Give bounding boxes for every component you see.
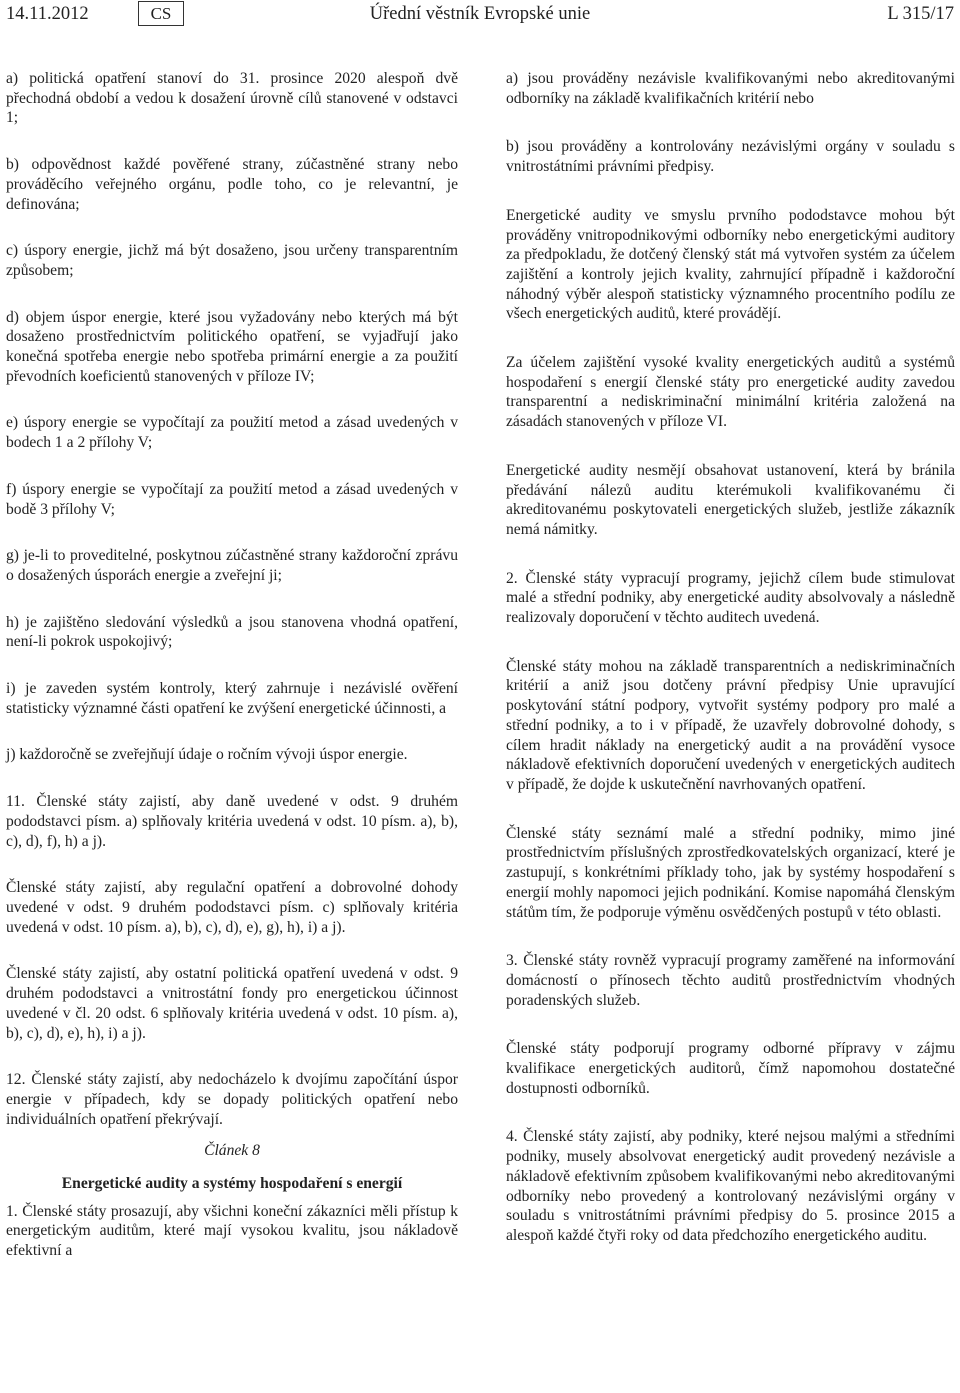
journal-title: Úřední věstník Evropské unie xyxy=(369,4,591,24)
article-number: Článek 8 xyxy=(204,1142,260,1160)
paragraph: Členské státy zajistí, aby regulační opatření a dobrovolné dohody uvedené v odst. 9 druhém pododstavci písm. c) splňovaly kritéria uvedená v odst. 10 písm. a), b), c), d), e), g), h), i) a j). xyxy=(6,879,458,936)
paragraph: a) jsou prováděny nezávisle kvalifikovanými nebo akreditovanými odborníky na základě kvalifikačních kritérií nebo xyxy=(506,70,955,107)
paragraph: i) je zaveden systém kontroly, který zahrnuje i nezávislé ověření statisticky významné části opatření ke zvýšení energetické účinnosti, a xyxy=(6,680,458,717)
paragraph: j) každoročně se zveřejňují údaje o ročním vývoji úspor energie. xyxy=(6,746,408,764)
paragraph: 2. Členské státy vypracují programy, jejichž cílem bude stimulovat malé a střední podniky, aby energetické audity absolvovaly a následně realizovaly doporučení v těchto auditech uvedená. xyxy=(506,569,955,627)
article-heading: Energetické audity a systémy hospodaření s energií xyxy=(61,1175,403,1193)
page-header xyxy=(0,0,960,34)
paragraph: Členské státy zajistí, aby ostatní politická opatření uvedená v odst. 9 druhém pododstavci a vnitrostátní fondy pro energetickou účinnost uvedené v čl. 20 odst. 6 splňovaly kritéria uvedená v odst. 10 písm. a), b), c), d), e), h), i) a j). xyxy=(6,965,458,1042)
paragraph: a) politická opatření stanoví do 31. prosince 2020 alespoň dvě přechodná období a vedou k dosažení úrovně cílů stanovené v odstavci 1; xyxy=(6,70,458,127)
paragraph: Členské státy mohou na základě transparentních a nediskriminačních kritérií a aniž jsou dotčeny právní předpisy Unie upravující poskytování státní podpory, vytvořit systémy podpory pro malé a střední podniky, a to i v případě, že uzavřely dobrovolné dohody, s cílem hradit náklady na energetický audit a na provádění vysoce nákladově efektivních doporučení uvedených v energetických auditech v případě, že dojde k uskutečnění navrhovaných opatření. xyxy=(506,657,955,793)
paragraph: 1. Členské státy prosazují, aby všichni koneční zákazníci měli přístup k energetickým auditům, které mají vysokou kvalitu, jsou nákladově efektivní a xyxy=(6,1202,458,1260)
paragraph: d) objem úspor energie, které jsou vyžadovány nebo kterých má být dosaženo prostřednictvím politického opatření, se vyjadřují jako konečná spotřeba energie nebo spotřeba primární energie a za použití převodních koeficientů stanovených v příloze IV; xyxy=(6,308,458,385)
paragraph: 3. Členské státy rovněž vypracují programy zaměřené na informování domácností o přínosech těchto auditů prostřednictvím vhodných poradenských služeb. xyxy=(506,952,955,1009)
page-number: L 315/17 xyxy=(887,4,954,24)
right-column xyxy=(506,69,955,1246)
paragraph: Členské státy podporují programy odborné přípravy v zájmu kvalifikace energetických auditorů, čímž napomohou dostatečné dostupnosti odborníků. xyxy=(506,1040,955,1097)
paragraph: g) je-li to proveditelné, poskytnou zúčastněné strany každoroční zprávu o dosažených úsporách energie a zveřejní ji; xyxy=(6,547,458,584)
paragraph: Energetické audity ve smyslu prvního pododstavce mohou být prováděny vnitropodnikovými odborníky nebo energetickými auditory za předpokladu, že dotčený členský stát má vytvořen systém za účelem zajištění a kontroly jejich kvality, zahrnující případně i každoroční náhodný výběr alespoň statisticky významného procentního podílu ze všech energetických auditů, které provádějí. xyxy=(506,206,955,323)
paragraph: f) úspory energie se vypočítají za použití metod a zásad uvedených v bodě 3 přílohy V; xyxy=(6,480,458,518)
publication-date: 14.11.2012 xyxy=(6,4,89,24)
paragraph: c) úspory energie, jichž má být dosaženo, jsou určeny transparentním způsobem; xyxy=(6,242,458,279)
paragraph: 11. Členské státy zajistí, aby daně uvedené v odst. 9 druhém pododstavci písm. a) splňovaly kritéria uvedená v odst. 10 písm. a), b), c), d), f), h) a j). xyxy=(6,793,458,850)
paragraph: h) je zajištěno sledování výsledků a jsou stanovena vhodná opatření, není-li pokrok uspokojivý; xyxy=(6,613,458,651)
paragraph: Za účelem zajištění vysoké kvality energetických auditů a systémů hospodaření s energií členské státy pro energetické audity zavedou transparentní a nediskriminační minimální kritéria založená na zásadách stanovených v příloze VI. xyxy=(506,354,955,431)
paragraph: Energetické audity nesmějí obsahovat ustanovení, která by bránila předávání nálezů auditu kterémukoli kvalifikovanému či akreditovanému poskytovateli energetických služeb, jestliže zákazník nemá námitky. xyxy=(506,461,955,538)
paragraph: 4. Členské státy zajistí, aby podniky, které nejsou malými a středními podniky, musely absolvovat energetický audit provedený nezávisle a nákladově efektivním způsobem kvalifikovanými nebo akreditovanými odborníky nebo provedený a kontrolovaný nezávislými orgány v souladu s vnitrostátními právními předpisy do 5. prosince 2015 a alespoň každé čtyři roky od data předchozího energetického auditu. xyxy=(506,1128,955,1244)
language-code-box: CS xyxy=(138,1,184,26)
paragraph: b) jsou prováděny a kontrolovány nezávislými orgány v souladu s vnitrostátními právními předpisy. xyxy=(506,138,955,176)
paragraph: 12. Členské státy zajistí, aby nedocházelo k dvojímu započítání úspor energie v případech, kdy se dopady politických opatření nebo individuálních opatření překrývají. xyxy=(6,1071,458,1128)
paragraph: e) úspory energie se vypočítají za použití metod a zásad uvedených v bodech 1 a 2 přílohy V; xyxy=(6,414,458,452)
left-column xyxy=(6,69,458,1261)
paragraph: b) odpovědnost každé pověřené strany, zúčastněné strany nebo prováděcího veřejného orgánu, podle toho, co je relevantní, je definována; xyxy=(6,156,458,213)
paragraph: Členské státy seznámí malé a střední podniky, mimo jiné prostřednictvím příslušných zprostředkovatelských organizací, které je zastupují, s konkrétními příklady toho, jak by systémy hospodaření s energií mohly napomoci jejich podnikání. Komise napomáhá členským státům tím, že podporuje výměnu osvědčených postupů v této oblasti. xyxy=(506,824,955,921)
